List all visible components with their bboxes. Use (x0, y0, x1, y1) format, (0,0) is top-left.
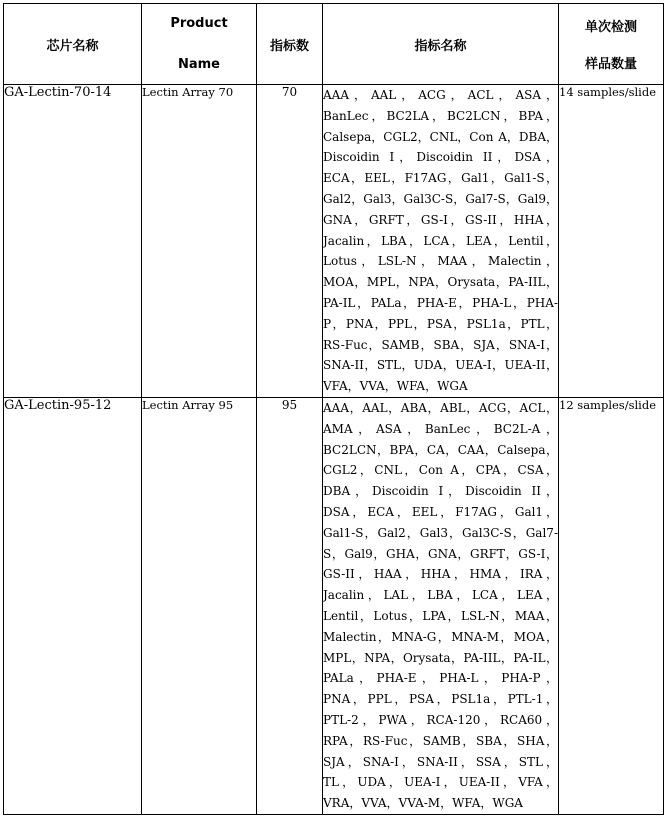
product-name-cell: Lectin Array 70 (142, 85, 257, 398)
samples-cell: 12 samples/slide (559, 397, 664, 814)
table-row (4, 85, 664, 398)
indicator-count-cell: 95 (257, 397, 323, 814)
header-samples-line2: 样品数量 (584, 57, 637, 72)
indicator-count-cell: 70 (257, 85, 323, 398)
header-chip-name: 芯片名称 (4, 4, 142, 85)
header-row (4, 4, 664, 85)
header-product-line2: Name (177, 57, 220, 72)
header-indicator-names: 指标名称 (323, 4, 559, 85)
chip-name-cell: GA-Lectin-95-12 (4, 397, 142, 814)
lectin-array-table (3, 3, 664, 815)
header-indicator-count: 指标数 (257, 4, 323, 85)
indicator-names-cell: AAA，AAL，ACG，ACL，ASA，BanLec，BC2LA，BC2LCN，BPA，Calsepa，CGL2，CNL，Con A，DBA，Discoidin I，Discoidin II，DSA，ECA，EEL，F17AG，Gal1，Gal1-S，Gal2，Gal3，Gal3C-S，Gal7-S，Gal9，GNA，GRFT，GS-I，GS-II，HHA，Jacalin，LBA，LCA，LEA，Lentil，Lotus，LSL-N，MAA，Malectin，MOA，MPL，NPA，Orysata，PA-IIL，PA-IL，PALa，PHA-E，PHA-L，PHA-P，PNA，PPL，PSA，PSL1a，PTL，RS-Fuc，SAMB，SBA，SJA，SNA-I，SNA-II，STL，UDA，UEA-I，UEA-II，VFA，VVA，WFA，WGA (323, 85, 559, 398)
chip-name-cell: GA-Lectin-70-14 (4, 85, 142, 398)
header-product-name (142, 4, 257, 85)
indicator-names-cell: AAA，AAL，ABA，ABL，ACG，ACL，AMA，ASA，BanLec，BC2L-A，BC2LCN，BPA，CA，CAA，Calsepa，CGL2，CNL，Con A，CPA，CSA，DBA，Discoidin I，Discoidin II，DSA，ECA，EEL，F17AG，Gal1，Gal1-S，Gal2，Gal3，Gal3C-S，Gal7-S，Gal9，GHA，GNA，GRFT，GS-I，GS-II，HAA，HHA，HMA，IRA，Jacalin，LAL，LBA，LCA，LEA，Lentil，Lotus，LPA，LSL-N，MAA，Malectin，MNA-G，MNA-M，MOA，MPL，NPA，Orysata，PA-IIL，PA-IL，PALa，PHA-E，PHA-L，PHA-P，PNA，PPL，PSA，PSL1a，PTL-1，PTL-2，PWA，RCA-120，RCA60，RPA，RS-Fuc，SAMB，SBA，SHA，SJA，SNA-I，SNA-II，SSA，STL，TL，UDA，UEA-I，UEA-II，VFA，VRA，VVA，VVA-M，WFA，WGA (323, 397, 559, 814)
header-product-line1: Product (170, 16, 228, 31)
samples-cell: 14 samples/slide (559, 85, 664, 398)
table-row (4, 397, 664, 814)
product-name-cell: Lectin Array 95 (142, 397, 257, 814)
header-samples (559, 4, 664, 85)
header-samples-line1: 单次检测 (584, 20, 637, 35)
